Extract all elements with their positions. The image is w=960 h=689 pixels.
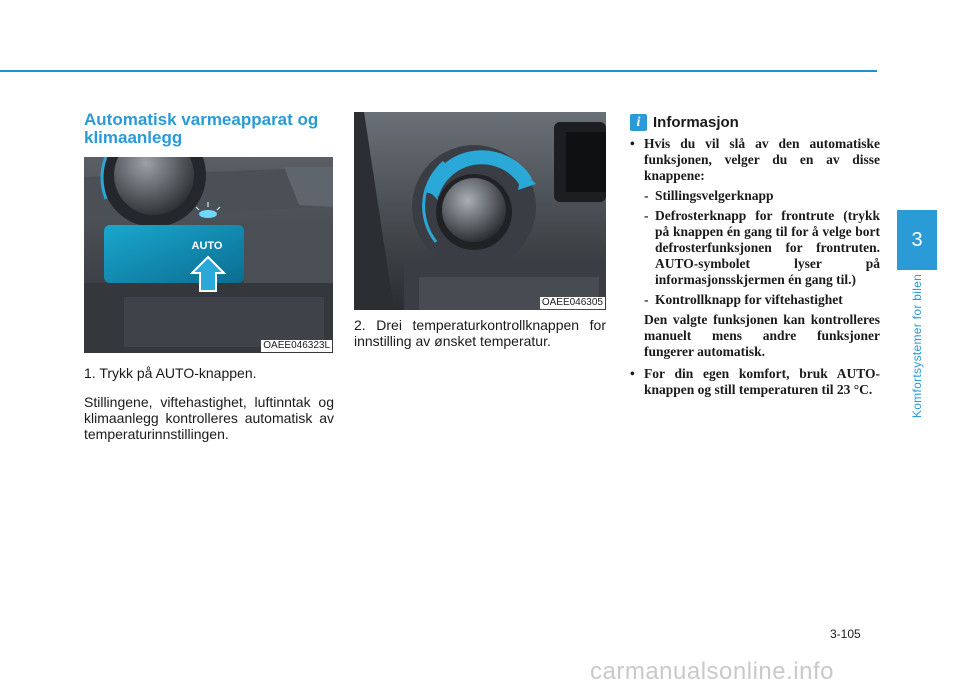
paragraph-auto-description: [84, 394, 334, 442]
information-title: Informasjon: [653, 114, 739, 131]
figure-auto-button: [84, 157, 333, 353]
info-bullet-2: • For din egen komfort, bruk AUTO-knappen og still temperaturen til 23 °C.: [630, 366, 880, 398]
step-2: 2. Drei temperaturkontrollknappen for innstilling av ønsket temperatur.: [354, 317, 606, 349]
info-sub-3: - Kontrollknapp for viftehastighet: [644, 292, 880, 308]
paragraph-last-line: temperaturinnstillingen.: [84, 426, 229, 442]
paragraph-main: Stillingene, viftehastighet, luftinntak og klimaanlegg kontrolleres automatisk av: [84, 394, 334, 426]
info-sub-1: - Stillingsvelgerknapp: [644, 188, 880, 204]
climate-panel-auto-illustration: [84, 157, 333, 353]
chapter-title: Komfortsystemer for bilen: [910, 273, 924, 419]
figure-code: OAEE046323L: [263, 340, 330, 351]
section-heading: Automatisk varmeapparat og klimaanlegg: [84, 110, 319, 147]
figure-temperature-knob: [354, 112, 606, 310]
information-header: [630, 114, 880, 131]
info-bullet-1-text: Hvis du vil slå av den automatiske funksjonen, velger du en av disse knappene:: [644, 136, 880, 183]
temperature-knob-illustration: [354, 112, 606, 310]
figure-code: OAEE046305: [541, 297, 603, 308]
info-icon: i: [630, 114, 647, 131]
page-number: 3-105: [830, 627, 861, 641]
chapter-tab: 3: [897, 210, 937, 270]
watermark: carmanualsonline.info: [590, 658, 834, 685]
top-rule: [0, 70, 877, 72]
info-sub-2: - Defrosterknapp for frontrute (trykk på knappen én gang til for å velge bort defrosterfunksjonen for frontruten. AUTO-symbolet lyser på informasjonsskjermen én gang til.): [644, 208, 880, 288]
info-bullet-1: [630, 136, 880, 360]
info-note: Den valgte funksjonen kan kontrolleres manuelt mens andre funksjoner fungerer automatisk.: [644, 312, 880, 359]
auto-button-label: AUTO: [191, 240, 223, 252]
information-box: [630, 114, 880, 400]
step-1: 1. Trykk på AUTO-knappen.: [84, 365, 257, 381]
